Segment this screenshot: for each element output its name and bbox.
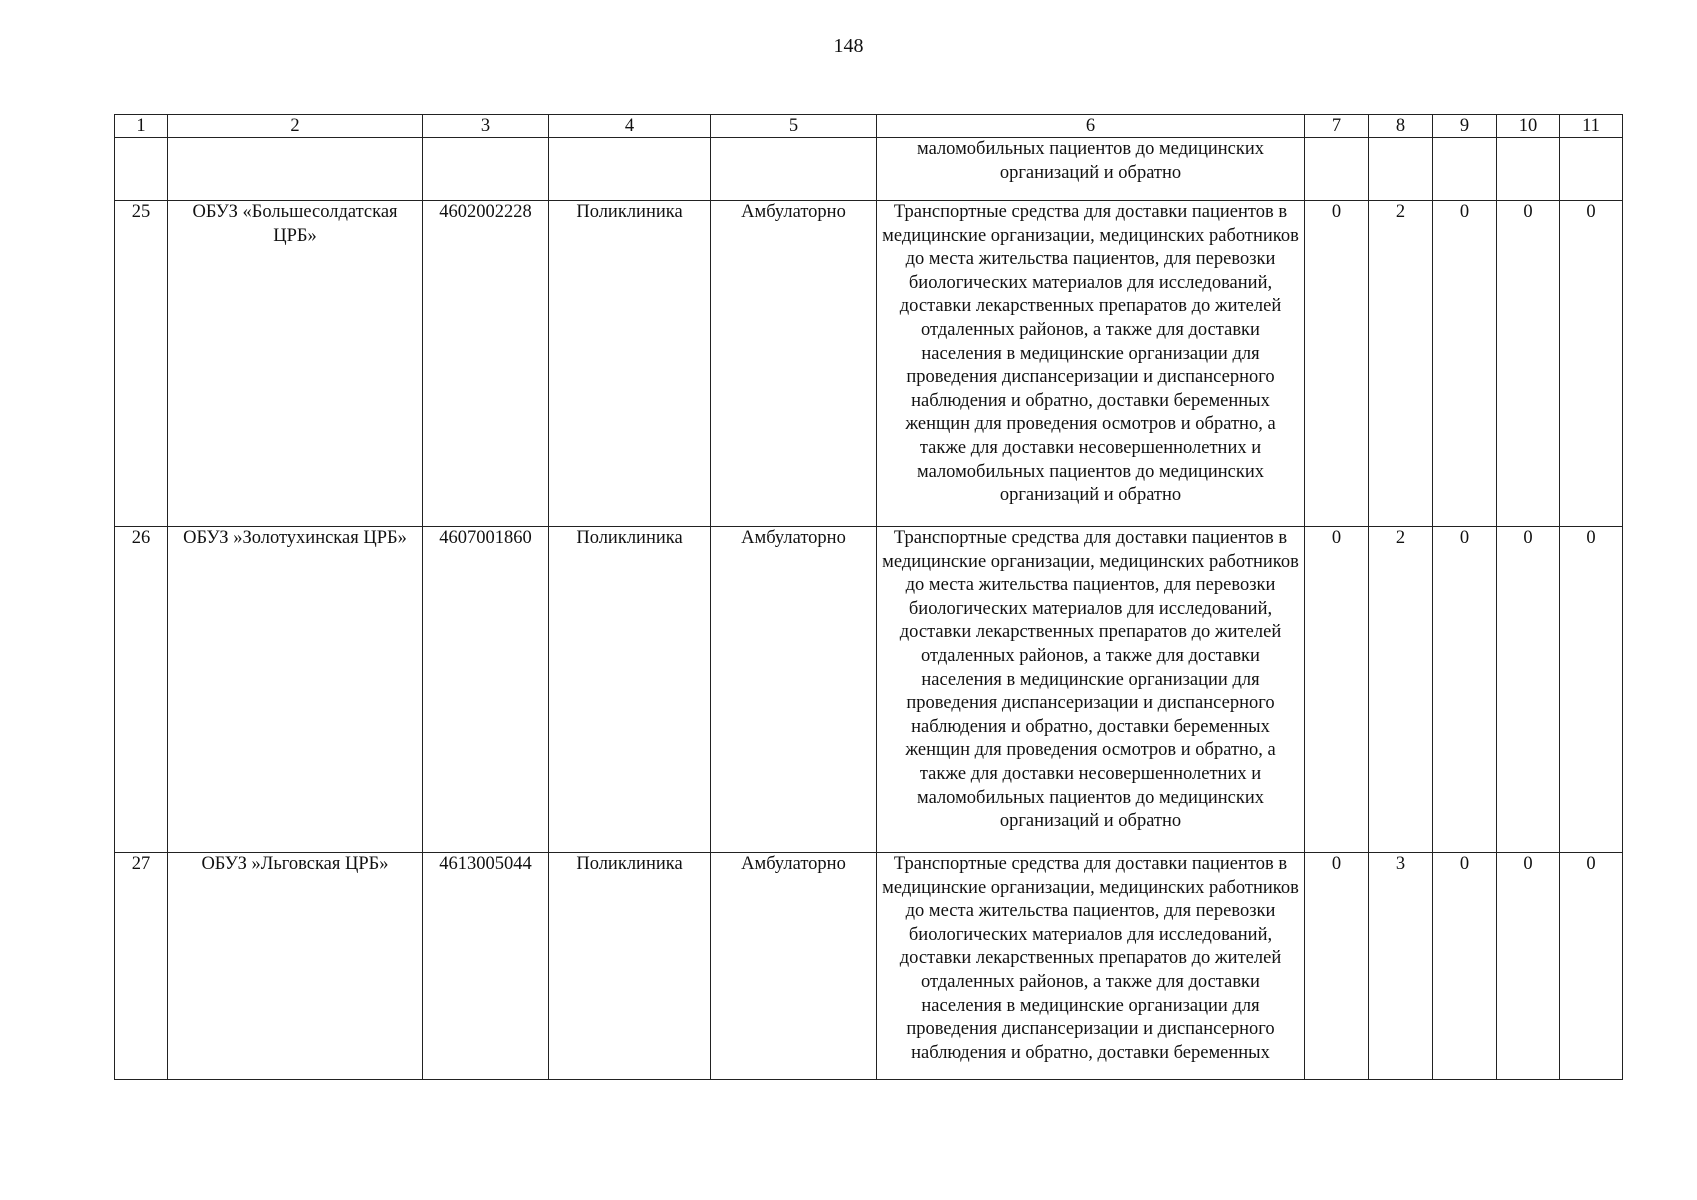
column-header: 1 [115, 115, 168, 138]
table-row [115, 853, 1623, 1080]
cell-number: 27 [115, 853, 168, 1080]
cell-col9: 0 [1433, 201, 1497, 527]
cell-col11: 0 [1560, 853, 1623, 1080]
cell-inn: 4602002228 [423, 201, 549, 527]
cell-empty [1305, 138, 1369, 201]
cell-col10: 0 [1497, 201, 1560, 527]
column-header: 6 [877, 115, 1305, 138]
cell-col8: 2 [1369, 527, 1433, 853]
column-header: 3 [423, 115, 549, 138]
cell-empty [1497, 138, 1560, 201]
cell-col11: 0 [1560, 527, 1623, 853]
column-header: 8 [1369, 115, 1433, 138]
cell-description: Транспортные средства для доставки пациентов в медицинские организации, медицинских работников до места жительства пациентов, для перевозки биологических материалов для исследований, доставки лекарственных препаратов до жителей отдаленных районов, а также для доставки населения в медицинские организации для проведения диспансеризации и диспансерного наблюдения и обратно, доставки беременных [877, 853, 1305, 1080]
cell-empty [423, 138, 549, 201]
cell-empty [711, 138, 877, 201]
cell-col10: 0 [1497, 527, 1560, 853]
cell-col7: 0 [1305, 527, 1369, 853]
continuation-row [115, 138, 1623, 201]
cell-organization: ОБУЗ «Большесолдатская ЦРБ» [168, 201, 423, 527]
page-number: 148 [833, 35, 864, 57]
column-header: 7 [1305, 115, 1369, 138]
cell-empty [1433, 138, 1497, 201]
cell-organization: ОБУЗ »Золотухинская ЦРБ» [168, 527, 423, 853]
table-row [115, 527, 1623, 853]
column-number-row [115, 115, 1623, 138]
cell-empty [115, 138, 168, 201]
cell-col9: 0 [1433, 527, 1497, 853]
cell-conditions: Амбулаторно [711, 527, 877, 853]
cell-col10: 0 [1497, 853, 1560, 1080]
cell-description: маломобильных пациентов до медицинских организаций и обратно [877, 138, 1305, 201]
cell-inn: 4607001860 [423, 527, 549, 853]
cell-conditions: Амбулаторно [711, 201, 877, 527]
cell-unit: Поликлиника [549, 201, 711, 527]
cell-col8: 3 [1369, 853, 1433, 1080]
cell-inn: 4613005044 [423, 853, 549, 1080]
cell-conditions: Амбулаторно [711, 853, 877, 1080]
cell-col7: 0 [1305, 853, 1369, 1080]
cell-description: Транспортные средства для доставки пациентов в медицинские организации, медицинских работников до места жительства пациентов, для перевозки биологических материалов для исследований, доставки лекарственных препаратов до жителей отдаленных районов, а также для доставки населения в медицинские организации для проведения диспансеризации и диспансерного наблюдения и обратно, доставки беременных женщин для проведения осмотров и обратно, а также для доставки несовершеннолетних и маломобильных пациентов до медицинских организаций и обратно [877, 527, 1305, 853]
data-table [114, 114, 1623, 1080]
cell-col8: 2 [1369, 201, 1433, 527]
cell-col7: 0 [1305, 201, 1369, 527]
cell-col11: 0 [1560, 201, 1623, 527]
cell-col9: 0 [1433, 853, 1497, 1080]
column-header: 5 [711, 115, 877, 138]
cell-unit: Поликлиника [549, 527, 711, 853]
cell-number: 26 [115, 527, 168, 853]
cell-number: 25 [115, 201, 168, 527]
column-header: 4 [549, 115, 711, 138]
table-row [115, 201, 1623, 527]
column-header: 11 [1560, 115, 1623, 138]
cell-empty [549, 138, 711, 201]
cell-description: Транспортные средства для доставки пациентов в медицинские организации, медицинских работников до места жительства пациентов, для перевозки биологических материалов для исследований, доставки лекарственных препаратов до жителей отдаленных районов, а также для доставки населения в медицинские организации для проведения диспансеризации и диспансерного наблюдения и обратно, доставки беременных женщин для проведения осмотров и обратно, а также для доставки несовершеннолетних и маломобильных пациентов до медицинских организаций и обратно [877, 201, 1305, 527]
cell-unit: Поликлиника [549, 853, 711, 1080]
column-header: 2 [168, 115, 423, 138]
cell-empty [168, 138, 423, 201]
cell-organization: ОБУЗ »Льговская ЦРБ» [168, 853, 423, 1080]
cell-empty [1369, 138, 1433, 201]
cell-empty [1560, 138, 1623, 201]
column-header: 10 [1497, 115, 1560, 138]
column-header: 9 [1433, 115, 1497, 138]
